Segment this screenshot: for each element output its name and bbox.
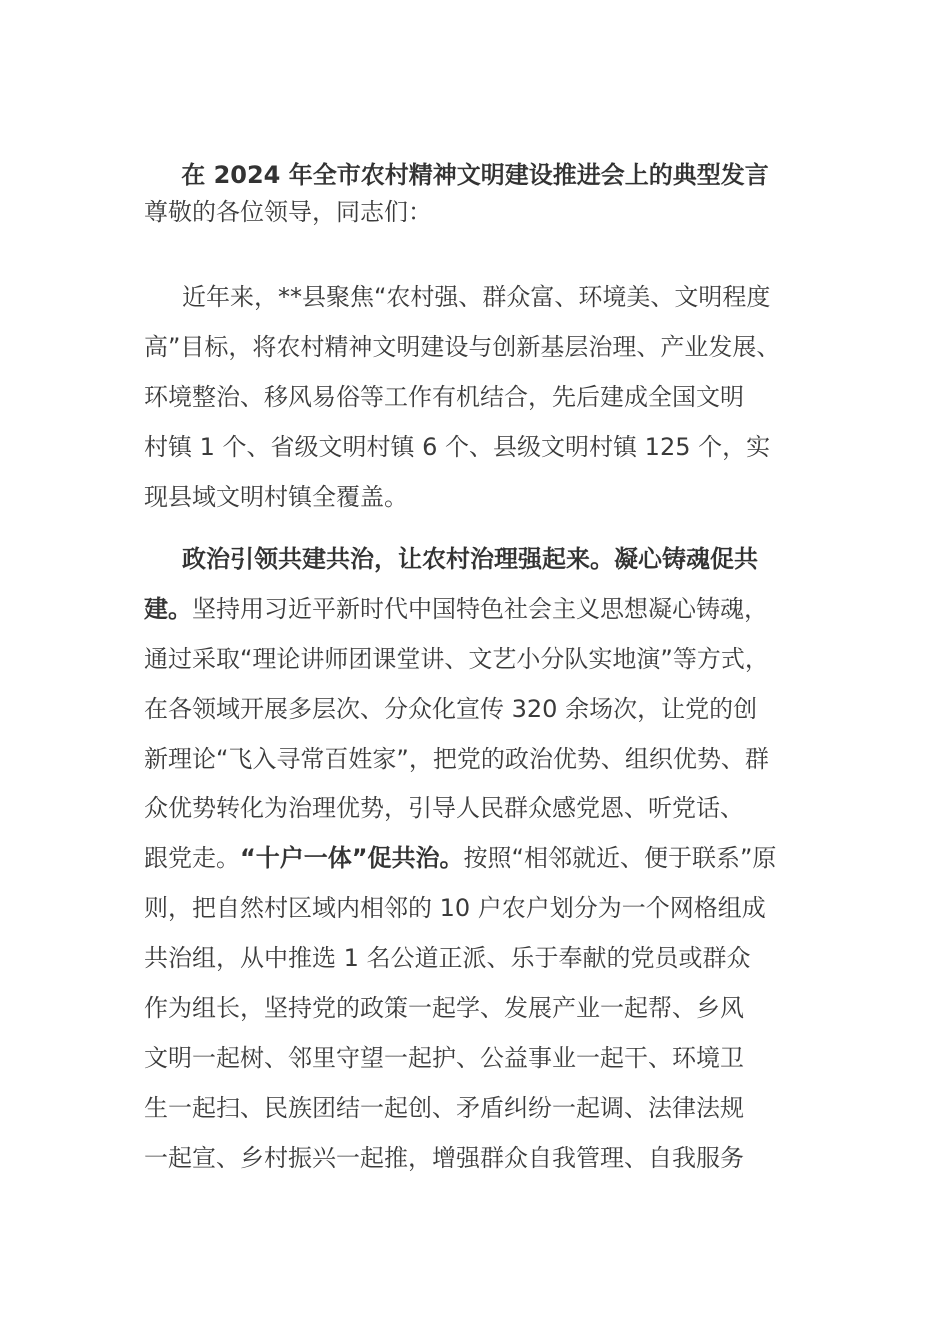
salutation: 尊敬的各位领导，同志们： [144, 198, 432, 226]
paragraph-intro [144, 273, 844, 522]
paragraph-line: 众优势转化为治理优势，引导人民群众感党恩、听党话、 [144, 794, 744, 823]
subsection-heading: “十户一体”促共治。 [240, 844, 464, 873]
paragraph-line: 文明一起树、邻里守望一起护、公益事业一起干、环境卫 [144, 1043, 744, 1072]
document-title: 在 2024 年全市农村精神文明建设推进会上的典型发言 [181, 161, 769, 189]
paragraph-governance [144, 535, 844, 1184]
paragraph-line: 近年来，**县聚焦“农村强、群众富、环境美、文明程度 [182, 283, 771, 311]
paragraph-text: 跟党走。 [144, 844, 240, 873]
paragraph-line: 环境整治、移风易俗等工作有机结合，先后建成全国文明 [144, 382, 744, 411]
paragraph-line: 在各领域开展多层次、分众化宣传 320 余场次，让党的创 [144, 694, 758, 723]
paragraph-line: 高”目标，将农村精神文明建设与创新基层治理、产业发展、 [144, 332, 781, 361]
paragraph-line: 村镇 1 个、省级文明村镇 6 个、县级文明村镇 125 个，实 [144, 432, 771, 461]
paragraph-line [144, 834, 844, 884]
paragraph-line: 一起宣、乡村振兴一起推，增强群众自我管理、自我服务 [144, 1143, 744, 1172]
paragraph-text: 按照“相邻就近、便于联系”原 [463, 844, 777, 873]
paragraph-text: 坚持用习近平新时代中国特色社会主义思想凝心铸魂， [192, 594, 768, 623]
paragraph-line: 通过采取“理论讲师团课堂讲、文艺小分队实地演”等方式， [144, 644, 769, 673]
paragraph-line: 生一起扫、民族团结一起创、矛盾纠纷一起调、法律法规 [144, 1093, 744, 1122]
paragraph-line: 现县域文明村镇全覆盖。 [144, 482, 408, 511]
paragraph-line: 新理论“飞入寻常百姓家”，把党的政治优势、组织优势、群 [144, 744, 769, 773]
section-heading: 政治引领共建共治，让农村治理强起来。凝心铸魂促共 [182, 545, 758, 573]
section-heading-end: 建。 [144, 594, 192, 623]
paragraph-line: 作为组长，坚持党的政策一起学、发展产业一起帮、乡风 [144, 994, 744, 1023]
paragraph-line: 共治组，从中推选 1 名公道正派、乐于奉献的党员或群众 [144, 944, 751, 973]
paragraph-line [144, 585, 844, 635]
paragraph-line: 则，把自然村区域内相邻的 10 户农户划分为一个网格组成 [144, 894, 766, 923]
